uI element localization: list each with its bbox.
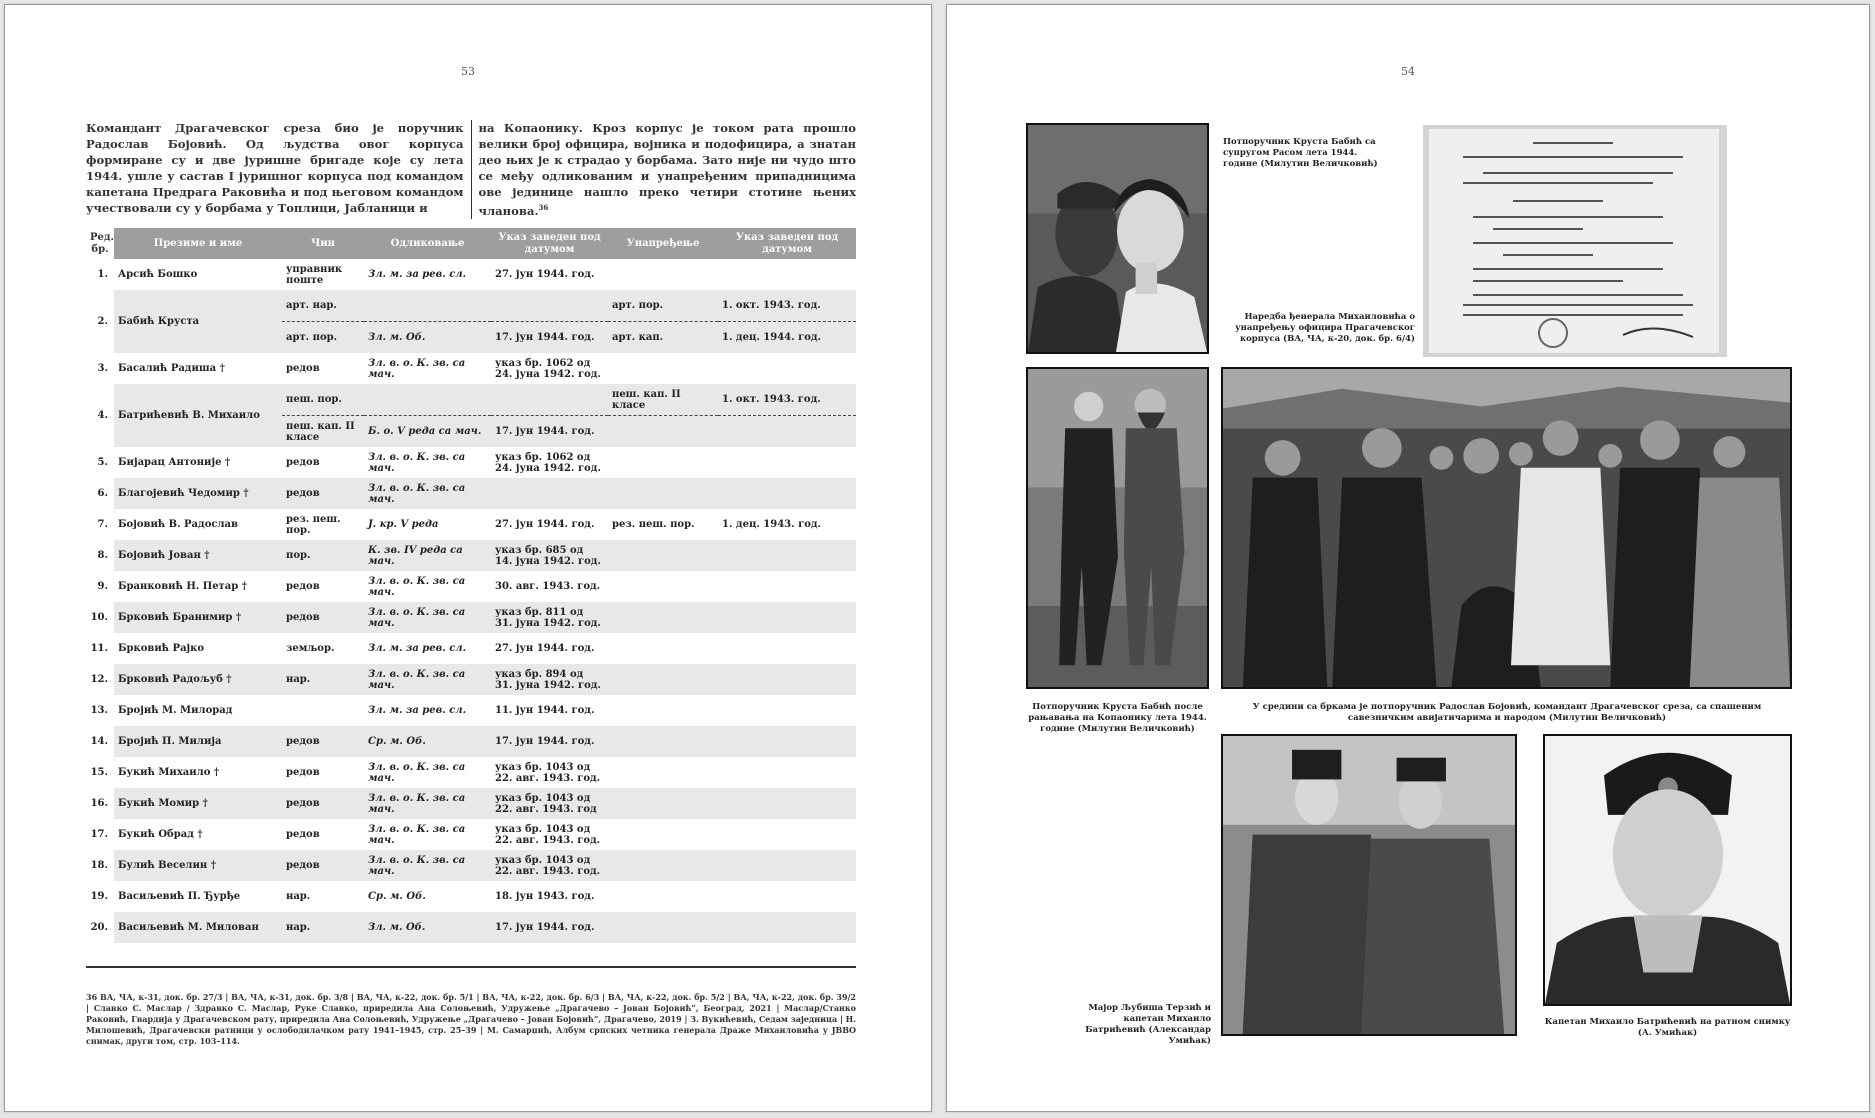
table-cell [608, 353, 718, 384]
table-cell [608, 571, 718, 602]
column-header: Указ заведен под датумом [491, 228, 608, 259]
table-cell: 17. јун 1944. год. [491, 416, 608, 448]
table-cell [608, 757, 718, 788]
table-cell: указ бр. 1062 од 24. јуна 1942. год. [495, 451, 601, 474]
photo-group [1221, 367, 1792, 689]
table-cell: указ бр. 811 од 31. јуна 1942. год. [491, 602, 608, 633]
column-header: Унапређење [608, 228, 718, 259]
table-cell: К. зв. IV реда са мач. [364, 540, 491, 571]
table-cell: рез. пеш. пор. [286, 513, 341, 536]
table-cell: 17. [90, 829, 108, 840]
table-cell [718, 664, 856, 695]
intro-column-1: Командант Драгачевског среза био је поручник Радослав Бојовић. Од људства овог корпуса формиране су и две јуришне бригаде које су лета 1944. ушле у састав I јуришног корпуса под командом капетана Предрага Раковића и под његовом командом учествовали су у борбама у Топлици, Јабланици и [86, 121, 464, 215]
table-cell [608, 912, 718, 943]
column-header: Одликовање [364, 228, 491, 259]
table-cell: Зл. м. за рев. сл. [368, 643, 467, 654]
table-row [86, 757, 856, 788]
table-cell: Зл. в. о. К. зв. са мач. [364, 602, 491, 633]
table-cell: 20. [86, 912, 114, 943]
table-cell: Ср. м. Об. [364, 726, 491, 757]
table-cell [718, 353, 856, 384]
table-cell: редов [286, 581, 320, 592]
table-cell: 1. дец. 1943. год. [722, 519, 822, 530]
table-cell: 2. [86, 290, 114, 353]
photo-portrait [1543, 734, 1792, 1006]
table-cell: Батрићевић В. Михаило [114, 384, 282, 447]
table-cell [718, 912, 856, 943]
table-cell: редов [286, 829, 320, 840]
table-row [86, 633, 856, 664]
table-cell: Ср. м. Об. [368, 891, 426, 902]
table-cell: Зл. в. о. К. зв. са мач. [368, 451, 466, 474]
table-cell: 14. [86, 726, 114, 757]
table-cell: редов [282, 478, 364, 509]
table-cell: редов [282, 726, 364, 757]
table-cell [608, 540, 718, 571]
table-cell: Зл. м. Об. [364, 912, 491, 943]
table-cell [608, 664, 718, 695]
table-cell: нар. [282, 664, 364, 695]
table-cell: 1. окт. 1943. год. [718, 384, 856, 416]
table-cell: указ бр. 1043 од 22. авг. 1943. год. [491, 850, 608, 881]
table-cell: 16. [86, 788, 114, 819]
table-cell: Зл. в. о. К. зв. са мач. [368, 761, 466, 784]
table-row [86, 695, 856, 726]
table-cell: Булић Веселин † [114, 850, 282, 881]
table-cell: пеш. кап. II класе [608, 384, 718, 416]
footnote-divider [86, 966, 856, 968]
table-cell: Зл. в. о. К. зв. са мач. [368, 823, 466, 846]
table-cell: Брковић Рајко [118, 643, 205, 654]
table-cell: Басалић Радиша † [118, 363, 225, 374]
table-cell: 6. [86, 478, 114, 509]
table-cell: 1. [97, 269, 108, 280]
table-row [86, 602, 856, 633]
page-number: 53 [461, 65, 475, 78]
table-cell: рез. пеш. пор. [612, 519, 695, 530]
table-cell: редов [282, 850, 364, 881]
table-cell: арт. пор. [608, 290, 718, 322]
photo-order-document [1423, 125, 1727, 357]
column-header: Указ заведен под датумом [718, 228, 856, 259]
caption-couple: Потпоручник Круста Бабић са супругом Расом лета 1944. године (Милутин Величковић) [1223, 137, 1378, 169]
table-cell: Букић Момир † [114, 788, 282, 819]
column-divider [471, 120, 472, 219]
table-row [86, 290, 856, 322]
table-cell: 13. [90, 705, 108, 716]
table-row [86, 850, 856, 881]
table-row [86, 509, 856, 540]
table-cell [608, 259, 718, 290]
intro-text [86, 120, 856, 219]
table-cell: Брковић Бранимир † [114, 602, 282, 633]
table-row [86, 912, 856, 943]
table-cell: пеш. пор. [282, 384, 364, 416]
footnote-ref: 36 [538, 203, 549, 212]
table-cell: 9. [97, 581, 108, 592]
table-cell: 17. јун 1944. год. [491, 322, 608, 354]
table-cell: Ј. кр. V реда [368, 519, 439, 530]
table-cell: Бројић П. Милија [114, 726, 282, 757]
table-cell: нар. [286, 891, 311, 902]
table-cell [282, 695, 364, 726]
table-cell: арт. пор. [282, 322, 364, 354]
table-cell [364, 290, 491, 322]
table-cell: 5. [97, 457, 108, 468]
table-cell [364, 384, 491, 416]
table-cell [491, 290, 608, 322]
caption-group: У средини са бркама је потпоручник Радослав Бојовић, командант Драгачевског среза, са спашеним савезничким авијатичарима и народом (Милутин Величковић) [1252, 702, 1762, 723]
table-cell: Зл. в. о. К. зв. са мач. [364, 478, 491, 509]
table-cell: 19. [90, 891, 108, 902]
table-cell [718, 478, 856, 509]
table-cell [608, 633, 718, 664]
table-cell: Арсић Бошко [118, 269, 198, 280]
table-cell: 17. јун 1944. год. [491, 912, 608, 943]
table-cell: Зл. м. за рев. сл. [368, 705, 467, 716]
table-cell [718, 850, 856, 881]
column-header: Ред. бр. [86, 228, 114, 259]
table-cell: 17. јун 1944. год. [491, 726, 608, 757]
table-cell [608, 602, 718, 633]
table-cell [718, 695, 856, 726]
table-cell: Бојовић В. Радослав [118, 519, 238, 530]
table-cell: 18. јун 1943. год. [495, 891, 595, 902]
table-cell: арт. кап. [608, 322, 718, 354]
table-cell: 4. [86, 384, 114, 447]
table-cell: 27. јун 1944. год. [495, 269, 595, 280]
table-cell: земљор. [286, 643, 335, 654]
table-cell: Бројић М. Милорад [118, 705, 233, 716]
table-row [86, 478, 856, 509]
table-cell [718, 881, 856, 912]
intro-column-2: на Копаонику. Кроз корпус је током рата прошло велики број официра, војника и подофицира, а знатан део њих је к страдао у борбама. Зато није ни чудо што се међу одликованим и унапређеним припадницима ове јединице нашло преко четири стотине њених чланова.$^{36}$ [478, 121, 856, 218]
table-cell: Зл. в. о. К. зв. са мач. [364, 664, 491, 695]
table-row [86, 819, 856, 850]
table-cell [718, 819, 856, 850]
table-cell: 8. [86, 540, 114, 571]
table-cell: 3. [97, 363, 108, 374]
table-cell [491, 478, 608, 509]
table-cell: Бојовић Јован † [114, 540, 282, 571]
table-cell: редов [286, 363, 320, 374]
column-header: Презиме и име [114, 228, 282, 259]
table-cell [608, 788, 718, 819]
table-cell: редов [286, 457, 320, 468]
caption-order-document: Наредба ђенерала Михаиловића о унапређењу официра Прагачевског корпуса (ВА, ЧА, к-20, док. бр. 6/4) [1235, 312, 1415, 344]
table-cell: Бранковић Н. Петар † [118, 581, 247, 592]
table-row [86, 540, 856, 571]
table-row [86, 788, 856, 819]
table-cell: указ бр. 1043 од 22. авг. 1943. год [491, 788, 608, 819]
table-cell [608, 726, 718, 757]
table-cell [718, 259, 856, 290]
table-cell: указ бр. 1043 од 22. авг. 1943. год. [495, 823, 601, 846]
table-cell [718, 540, 856, 571]
table-cell [608, 695, 718, 726]
table-cell [718, 726, 856, 757]
footnote: 36 ВА, ЧА, к-31, док. бр. 27/3 | ВА, ЧА, к-31, док. бр. 3/8 | ВА, ЧА, к-22, док. бр. 5/1 | ВА, ЧА, к-22, док. бр. 6/3 | ВА, ЧА, к-22, док. бр. 5/2 | ВА, ЧА, к-22, док. бр. 39/2 | Славко С. Маслар / Здравко С. Маслар, Руке Славко, приредила Ана Солоњевић, Удружење „Драгачево – Јован Бојовић“, Београд, 2021 | Маслар/Станко Раковић, Гвардија у Драгачевском рату, приредила Ана Солоњевић, Удружење „Драгачево – Јован Бојовић“, Драгачево, 2019 | З. Вукићевић, Седам заједница | Н. Милошевић, Драгачевски ратници у ослободилачком рату 1941–1945, стр. 25–39 | М. Самарџић, Албум српских четника генерала Драже Михаиловића у ЈВВО снимак, други том, стр. 103–114. [86, 992, 856, 1046]
table-cell: указ бр. 1043 од 22. авг. 1943. год. [495, 761, 601, 784]
table-row [86, 571, 856, 602]
table-row [86, 881, 856, 912]
table-cell: Зл. м. за рев. сл. [368, 269, 467, 280]
table-cell [608, 819, 718, 850]
table-cell [491, 384, 608, 416]
table-cell: редов [286, 767, 320, 778]
table-cell [718, 602, 856, 633]
table-row [86, 664, 856, 695]
column-header: Чин [282, 228, 364, 259]
table-cell [608, 416, 718, 448]
caption-two-officers: Мајор Љубиша Терзић и капетан Михаило Батрићевић (Александар Умићак) [1085, 1003, 1211, 1046]
table-cell [608, 447, 718, 478]
caption-two-standing: Потпоручник Круста Бабић после рањавања на Копаонику лета 1944. године (Милутин Величковић) [1028, 702, 1207, 734]
table-cell: редов [282, 602, 364, 633]
table-cell [608, 478, 718, 509]
table-cell: Зл. в. о. К. зв. са мач. [368, 575, 466, 598]
table-cell: 27. јун 1944. год. [495, 519, 595, 530]
table-row [86, 353, 856, 384]
table-cell: Бијарац Антоније † [118, 457, 231, 468]
photo-two-officers [1221, 734, 1517, 1036]
table-cell [608, 850, 718, 881]
table-cell: 30. авг. 1943. год. [495, 581, 601, 592]
page-number: 54 [1401, 65, 1415, 78]
table-cell: Зл. в. о. К. зв. са мач. [364, 788, 491, 819]
table-cell: 1. дец. 1944. год. [718, 322, 856, 354]
right-page [946, 4, 1870, 1112]
left-page [4, 4, 932, 1112]
table-cell [718, 788, 856, 819]
table-row [86, 726, 856, 757]
table-cell: 11. јун 1944. год. [495, 705, 595, 716]
table-cell: Букић Обрад † [118, 829, 203, 840]
table-cell: 11. [90, 643, 108, 654]
table-cell: Благојевић Чедомир † [114, 478, 282, 509]
table-cell: Букић Михаило † [118, 767, 220, 778]
table-cell: 10. [86, 602, 114, 633]
table-cell: нар. [282, 912, 364, 943]
table-row [86, 447, 856, 478]
table-cell: указ бр. 685 од 14. јуна 1942. год. [491, 540, 608, 571]
table-cell: 12. [86, 664, 114, 695]
caption-portrait: Капетан Михаило Батрићевић на ратном снимку (А. Умићак) [1544, 1017, 1791, 1038]
table-row [86, 259, 856, 290]
photo-two-standing [1026, 367, 1209, 689]
table-cell: Зл. в. о. К. зв. са мач. [364, 850, 491, 881]
awards-table [86, 228, 856, 943]
table-cell: Б. о. V реда са мач. [364, 416, 491, 448]
table-cell [718, 416, 856, 448]
table-cell: указ бр. 894 од 31. јуна 1942. год. [491, 664, 608, 695]
table-header [86, 228, 856, 259]
table-cell [718, 571, 856, 602]
table-cell: управник поште [286, 263, 343, 286]
table-cell [608, 881, 718, 912]
table-body [86, 259, 856, 943]
table-cell: Васиљевић П. Ђурђе [118, 891, 241, 902]
table-cell: 7. [97, 519, 108, 530]
table-cell: 15. [90, 767, 108, 778]
table-cell: пеш. кап. II класе [282, 416, 364, 448]
table-cell: Васиљевић М. Милован [114, 912, 282, 943]
table-cell: пор. [282, 540, 364, 571]
table-cell [718, 447, 856, 478]
table-cell: указ бр. 1062 од 24. јуна 1942. год. [495, 357, 601, 380]
table-cell: редов [282, 788, 364, 819]
table-cell: Зл. в. о. К. зв. са мач. [368, 357, 466, 380]
table-cell: Брковић Радољуб † [114, 664, 282, 695]
table-cell: арт. нар. [282, 290, 364, 322]
table-row [86, 384, 856, 416]
table-cell: 27. јун 1944. год. [495, 643, 595, 654]
table-cell: 1. окт. 1943. год. [718, 290, 856, 322]
photo-couple [1026, 123, 1209, 354]
table-cell [718, 757, 856, 788]
table-cell [718, 633, 856, 664]
table-cell: Бабић Круста [114, 290, 282, 353]
table-cell: 18. [86, 850, 114, 881]
table-cell: Зл. м. Об. [364, 322, 491, 354]
